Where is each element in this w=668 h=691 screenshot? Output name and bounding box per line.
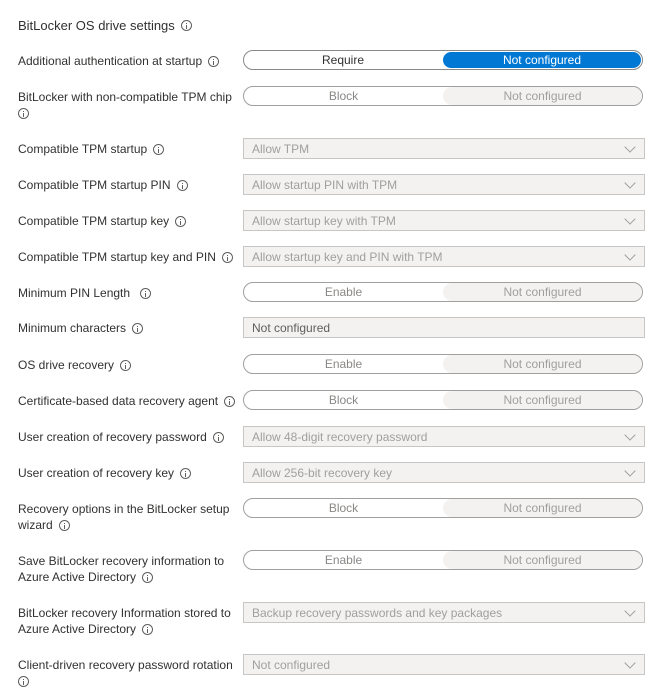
setting-label [18,657,236,687]
toggle-option-enable[interactable]: Enable [324,357,363,371]
setting-label-text: Compatible TPM startup key [18,214,170,228]
info-icon[interactable] [180,468,191,479]
info-icon[interactable] [142,624,153,635]
setting-label-text: Client-driven recovery password rotation [18,658,233,672]
block-toggle[interactable] [243,86,643,106]
setting-label-text: Certificate-based data recovery agent [18,394,219,408]
dropdown-value: Allow 48-digit recovery password [252,429,428,444]
enable-toggle[interactable] [243,354,643,374]
setting-label-text: BitLocker with non-compatible TPM chip [18,90,232,104]
setting-label [18,285,236,301]
toggle-option-not-configured[interactable]: Not configured [443,283,642,301]
toggle-option-enable[interactable]: Enable [324,553,363,567]
toggle-option-block[interactable]: Block [328,89,359,103]
setting-label [18,465,236,481]
chevron-down-icon [624,429,635,440]
chevron-down-icon [624,605,635,616]
recovery-info-stored-dropdown[interactable] [243,602,645,623]
info-icon[interactable] [177,180,188,191]
setting-label-text: User creation of recovery password [18,430,207,444]
setting-label-text: Compatible TPM startup PIN [18,178,171,192]
enable-toggle[interactable] [243,550,643,570]
setting-label [18,177,236,193]
setting-label-text: Compatible TPM startup [18,142,148,156]
dropdown-value: Allow startup key with TPM [252,213,396,228]
recovery-key-dropdown[interactable] [243,462,645,483]
toggle-option-not-configured[interactable]: Not configured [443,551,642,569]
section-title-text: BitLocker OS drive settings [18,18,175,33]
tpm-startup-pin-dropdown[interactable] [243,174,645,195]
info-icon[interactable] [132,323,143,334]
setting-label [18,249,236,265]
setting-label [18,320,236,336]
chevron-down-icon [624,657,635,668]
setting-label [18,141,236,157]
setting-label [18,501,233,533]
setting-label-text: BitLocker recovery Information stored to Azure Active Directory [18,606,231,636]
chevron-down-icon [624,177,635,188]
toggle-option-not-configured[interactable]: Not configured [443,52,641,68]
chevron-down-icon [624,213,635,224]
info-icon[interactable] [175,216,186,227]
setting-label [18,605,233,637]
info-icon[interactable] [142,572,153,583]
setting-label [18,393,236,409]
info-icon[interactable] [140,288,151,299]
block-toggle[interactable] [243,498,643,518]
toggle-option-not-configured[interactable]: Not configured [443,499,642,517]
info-icon[interactable] [18,676,29,687]
dropdown-value: Not configured [252,657,331,672]
setting-label [18,213,236,229]
setting-label [18,89,236,119]
tpm-startup-key-dropdown[interactable] [243,210,645,231]
setting-label [18,53,236,69]
info-icon[interactable] [59,520,70,531]
dropdown-value: Allow TPM [252,141,310,156]
enable-toggle[interactable] [243,282,643,302]
setting-label-text: User creation of recovery key [18,466,175,480]
toggle-option-not-configured[interactable]: Not configured [443,87,642,105]
toggle-option-block[interactable]: Block [328,393,359,407]
setting-label-text: Additional authentication at startup [18,54,203,68]
toggle-option-enable[interactable]: Enable [324,285,363,299]
setting-label [18,357,236,373]
dropdown-value: Backup recovery passwords and key packages [252,605,503,620]
recovery-password-dropdown[interactable] [243,426,645,447]
section-title [18,18,192,33]
dropdown-value: Allow 256-bit recovery key [252,465,393,480]
require-toggle[interactable] [243,50,643,70]
input-value: Not configured [252,320,331,335]
tpm-startup-dropdown[interactable] [243,138,645,159]
setting-label-text: Save BitLocker recovery information to Azure Active Directory [18,554,225,584]
toggle-option-not-configured[interactable]: Not configured [443,355,642,373]
block-toggle[interactable] [243,390,643,410]
setting-label-text: Minimum characters [18,321,127,335]
setting-label [18,429,236,445]
info-icon[interactable] [213,432,224,443]
chevron-down-icon [624,249,635,260]
setting-label-text: Compatible TPM startup key and PIN [18,250,216,264]
toggle-option-block[interactable]: Block [328,501,359,515]
dropdown-value: Allow startup PIN with TPM [252,177,398,192]
info-icon[interactable] [224,396,235,407]
info-icon[interactable] [181,20,192,31]
password-rotation-dropdown[interactable] [243,654,645,675]
setting-label [18,553,228,585]
toggle-option-require[interactable]: Require [321,53,365,67]
dropdown-value: Allow startup key and PIN with TPM [252,249,443,264]
setting-label-text: OS drive recovery [18,358,115,372]
info-icon[interactable] [208,56,219,67]
info-icon[interactable] [153,144,164,155]
setting-label-text: Recovery options in the BitLocker setup wizard [18,502,230,532]
chevron-down-icon [624,141,635,152]
chevron-down-icon [624,465,635,476]
setting-label-text: Minimum PIN Length [18,286,131,300]
info-icon[interactable] [18,108,29,119]
info-icon[interactable] [120,360,131,371]
toggle-option-not-configured[interactable]: Not configured [443,391,642,409]
info-icon[interactable] [222,252,233,263]
minimum-characters-input[interactable] [243,317,645,338]
tpm-startup-key-pin-dropdown[interactable] [243,246,645,267]
